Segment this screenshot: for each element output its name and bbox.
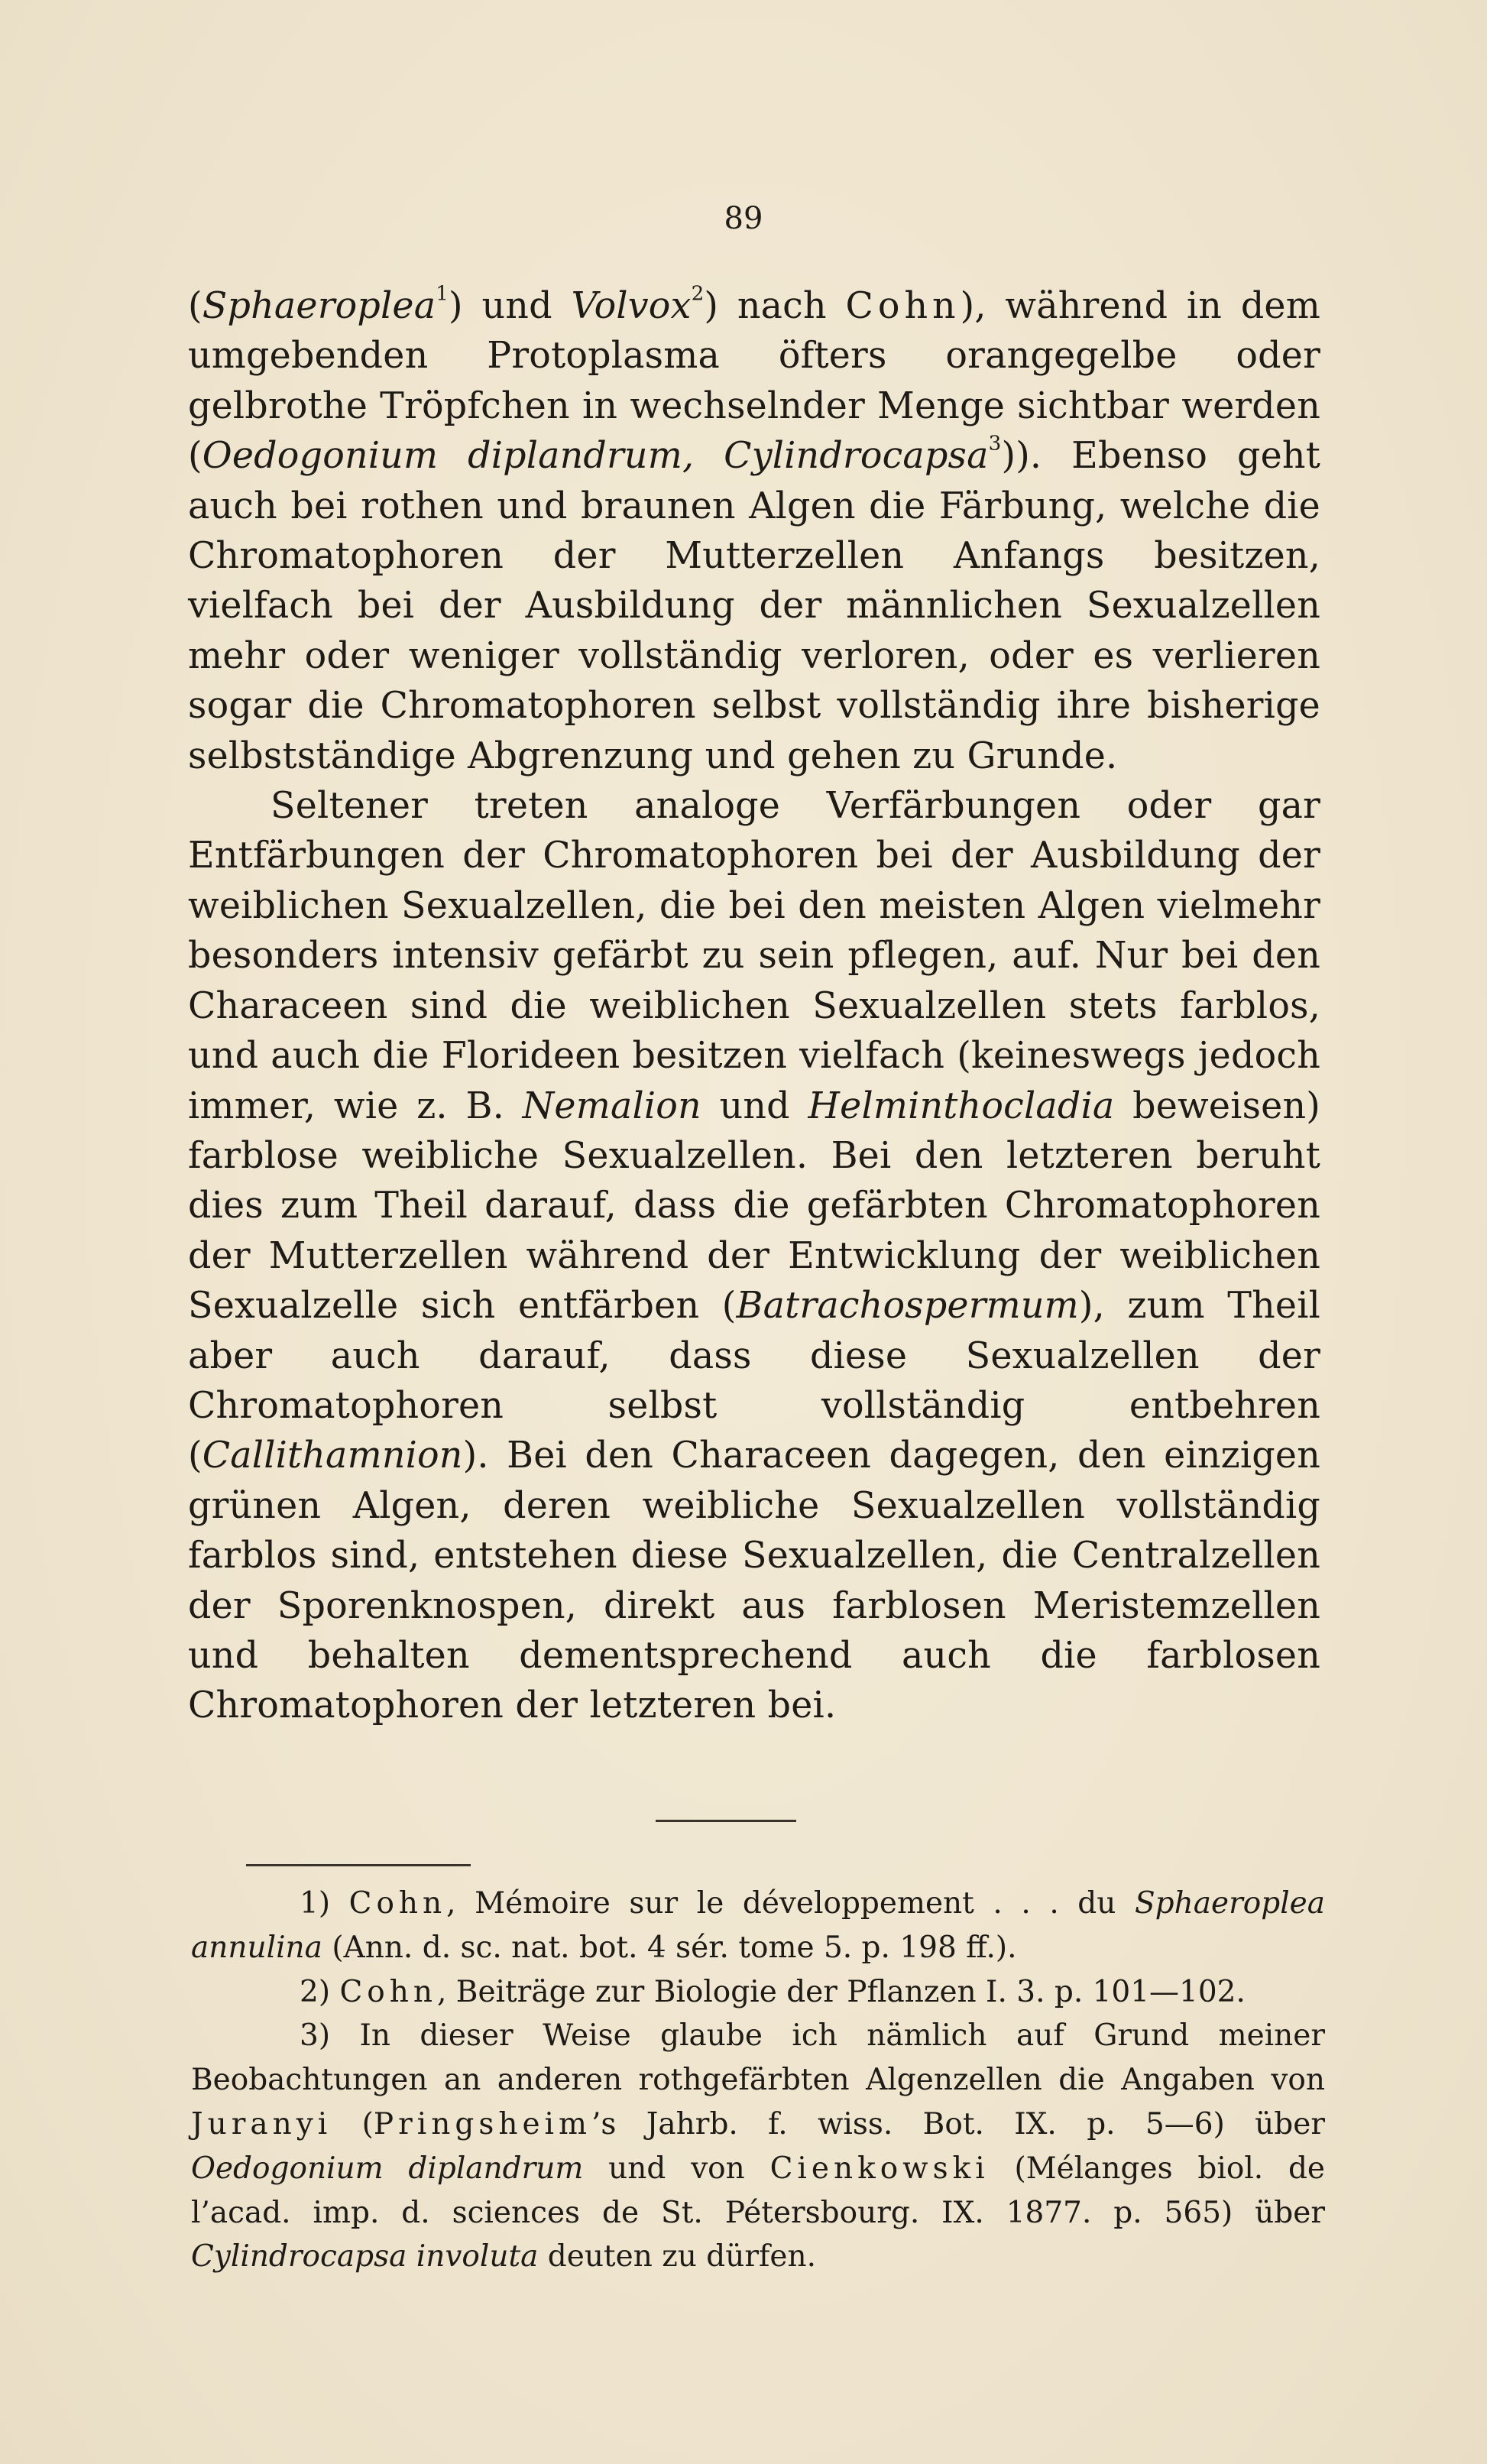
italic-term: Batrachospermum — [736, 1285, 1079, 1328]
footnote-marker: 3 — [988, 432, 1002, 456]
text-run: , Beiträge zur Biologie der Pflanzen I. 3. p. 101—102. — [437, 1974, 1246, 2009]
text-run: deuten zu dürfen. — [538, 2239, 817, 2274]
footnote — [191, 1970, 1325, 2015]
author-name: Cohn — [845, 285, 961, 327]
text-run: , Mémoire sur le développement . . . du — [446, 1886, 1135, 1921]
footnote-marker: 1 — [436, 282, 449, 306]
author-name: Cienkowski — [769, 2151, 990, 2186]
italic-term: Oedogonium diplandrum — [191, 2151, 584, 2186]
italic-term: Sphaeroplea annulina — [191, 1886, 1325, 1965]
footnote-marker: 2 — [691, 282, 705, 306]
text-run: 3) In dieser Weise glaube ich nämlich auf Grund meiner Beobachtungen an anderen rothgefärbten Algenzellen die Angaben von — [191, 2018, 1325, 2098]
text-run: ’s Jahrb. f. wiss. Bot. IX. p. 5—6) über — [591, 2106, 1325, 2141]
author-name: Juranyi — [191, 2106, 332, 2141]
italic-term: Cylindrocapsa involuta — [191, 2239, 539, 2274]
italic-term: Volvox — [571, 285, 692, 327]
text-run: )). Ebenso geht auch bei rothen und braunen Algen die Färbung, welche die Chromatophoren der Mutterzellen Anfangs besitzen, vielfach bei der Ausbildung der männlichen Sexualzellen mehr oder weniger vollständig verloren, oder es verlieren sogar die Chromatophoren selbst vollständig ihre bisherige selbstständige Abgrenzung und gehen zu Grunde. — [188, 435, 1320, 777]
section-end-rule — [656, 1820, 796, 1822]
text-run: ), während in dem umgebenden Protoplasma öfters orangegelbe oder gelbrothe Tröpfchen in wechselnder Menge sichtbar werden ( — [188, 285, 1320, 478]
text-run: und — [701, 1084, 808, 1127]
text-run: und von — [583, 2151, 770, 2186]
footnote-separator-rule — [246, 1864, 471, 1866]
italic-term: Callithamnion — [202, 1435, 463, 1477]
page-number: 89 — [724, 201, 763, 236]
author-name: Pringsheim — [373, 2106, 591, 2141]
text-run: ). Bei den Characeen dagegen, den einzigen grünen Algen, deren weibliche Sexualzellen vollständig farblos sind, entstehen diese Sexualzellen, die Centralzellen der Sporenknospen, direkt aus farblosen Meristemzellen und behalten dementsprechend auch die farblosen Chromatophoren der letzteren bei. — [188, 1435, 1320, 1727]
author-name: Cohn — [348, 1886, 447, 1921]
text-run: ( — [332, 2106, 374, 2141]
text-run: 2) — [300, 1974, 340, 2009]
text-run: Seltener treten analoge Verfärbungen oder gar Entfärbungen der Chromatophoren bei der Ausbildung der weiblichen Sexualzellen, die bei den meisten Algen vielmehr besonders intensiv gefärbt zu sein pflegen, auf. Nur bei den Characeen sind die weiblichen Sexualzellen stets farblos, und auch die Florideen besitzen vielfach (keineswegs jedoch immer, wie z. B. — [188, 785, 1320, 1127]
italic-term: Helminthocladia — [808, 1084, 1115, 1127]
footnote — [191, 2014, 1325, 2279]
italic-term: Sphaeroplea — [202, 285, 436, 327]
paragraph — [188, 781, 1320, 1731]
text-run: (Ann. d. sc. nat. bot. 4 sér. tome 5. p. 198 ff.). — [322, 1930, 1017, 1965]
text-run: (Mélanges biol. de l’acad. imp. d. sciences de St. Pétersbourg. IX. 1877. p. 565) über — [191, 2151, 1326, 2230]
italic-term: Nemalion — [522, 1084, 701, 1127]
text-run: ), zum Theil aber auch darauf, dass diese Sexualzellen der Chromatophoren selbst vollständig entbehren ( — [188, 1285, 1321, 1477]
text-run: 1) — [300, 1886, 349, 1921]
author-name: Cohn — [339, 1974, 437, 2009]
footnote — [191, 1882, 1325, 1970]
body-text — [188, 281, 1320, 1731]
text-run: ) nach — [704, 285, 846, 327]
paragraph — [188, 281, 1320, 781]
text-run: ) und — [449, 285, 572, 327]
text-run: ( — [188, 285, 202, 327]
text-run: beweisen) farblose weibliche Sexualzellen. Bei den letzteren beruht dies zum Theil darauf, dass die gefärbten Chromatophoren der Mutterzellen während der Entwicklung der weiblichen Sexualzelle sich entfärben ( — [188, 1084, 1321, 1328]
footnotes — [191, 1882, 1325, 2279]
italic-term: Oedogonium diplandrum, Cylindrocapsa — [202, 435, 989, 478]
